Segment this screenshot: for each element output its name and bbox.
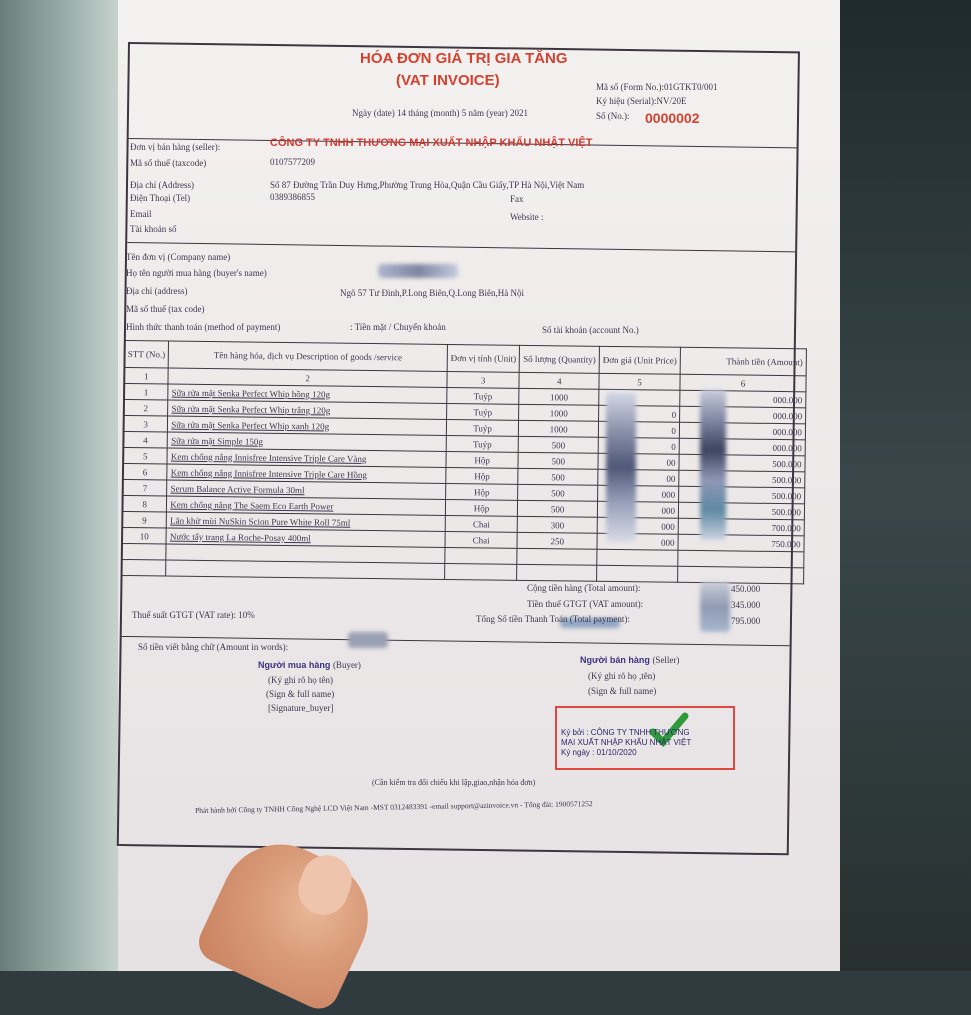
buyer-name-label: Họ tên người mua hàng (buyer's name): [126, 268, 267, 278]
row-quantity: 500: [518, 452, 598, 469]
row-unit-price: 00: [598, 453, 679, 470]
grand-total-label: Tổng Số tiền Thanh Toán (Total payment):: [476, 614, 630, 624]
header-no: STT (No.): [124, 341, 169, 369]
seller-name: CÔNG TY TNHH THƯƠNG MẠI XUẤT NHẬP KHẨU NHẬT VIỆT: [270, 137, 593, 149]
stamp-line: MẠI XUẤT NHẬP KHẨU NHẬT VIỆT: [561, 738, 692, 747]
row-unit-price: 0: [598, 437, 679, 454]
buyer-company-label: Tên đơn vị (Company name): [126, 252, 231, 262]
amount-redacted: [700, 390, 726, 540]
row-description: Sữa rửa mặt Simple 150g: [168, 432, 447, 451]
issuer-note: Phát hành bởi Công ty TNHH Công Nghệ LCD Việt Nam -MST 0312483391 -email support@azinvoice.vn - Tổng đài: 1900571252: [195, 799, 593, 815]
row-quantity: 300: [518, 516, 598, 533]
index-cell: 4: [519, 372, 599, 389]
stamp-text: [561, 728, 691, 758]
row-unit: Tuýp: [446, 403, 519, 420]
row-description: Sữa rửa mặt Senka Perfect Whip trắng 120g: [168, 400, 447, 419]
empty-cell: [517, 564, 597, 581]
background-left: [0, 0, 120, 971]
header-quantity: Số lượng (Quantity): [520, 345, 600, 373]
row-description: Nước tẩy trang La Roche-Posay 400ml: [166, 528, 445, 547]
row-description: Kem chống nắng Innisfree Intensive Triple Care Hồng: [167, 464, 446, 483]
row-no: 6: [123, 463, 168, 480]
total-redacted: [700, 582, 730, 632]
total-amount-value: 450.000: [731, 584, 761, 594]
row-unit: Hộp: [445, 499, 518, 516]
empty-cell: [517, 548, 597, 565]
row-description: Serum Balance Active Formula 30ml: [167, 480, 446, 499]
row-no: 9: [122, 511, 167, 528]
row-amount: 000.000: [680, 390, 806, 408]
empty-cell: [678, 566, 804, 584]
empty-cell: [678, 550, 804, 568]
seller-phone-value: 0389386855: [270, 192, 315, 202]
row-no: 2: [124, 400, 169, 417]
row-unit-price: 000: [597, 517, 678, 534]
buyer-sign-instruction-en: (Sign & full name): [266, 689, 335, 699]
seller-signature-title-vi: Người bán hàng: [580, 655, 650, 665]
row-amount: 500.000: [679, 470, 805, 488]
row-description: Kem chống nắng The Saem Eco Earth Power: [167, 496, 446, 515]
seller-tax-label: Mã số thuế (taxcode): [130, 158, 207, 168]
header-unit: Đơn vị tính (Unit): [447, 344, 520, 372]
invoice-subtitle: (VAT INVOICE): [396, 72, 500, 89]
serial-number: Ký hiệu (Serial):NV/20E: [596, 96, 687, 106]
row-no: 1: [124, 384, 169, 401]
buyer-sign-instruction: (Ký ghi rõ họ tên): [268, 675, 333, 685]
row-no: 10: [122, 527, 167, 544]
row-description: Lăn khử mùi NuSkin Scion Pure White Roll 75ml: [167, 512, 446, 531]
empty-cell: [122, 543, 167, 560]
empty-cell: [597, 549, 678, 566]
seller-tax-value: 0107577209: [270, 157, 315, 167]
row-quantity: 250: [517, 532, 597, 549]
row-no: 8: [122, 495, 167, 512]
invoice-title: HÓA ĐƠN GIÁ TRỊ GIA TĂNG: [360, 50, 568, 67]
row-amount: 000.000: [679, 422, 805, 440]
digital-signature-stamp: [555, 706, 735, 770]
seller-address-value: Số 87 Đường Trần Duy Hưng,Phường Trung Hòa,Quận Cầu Giấy,TP Hà Nội,Việt Nam: [270, 180, 585, 190]
buyer-name-redacted: [378, 264, 458, 278]
row-amount: 500.000: [678, 502, 804, 520]
empty-cell: [122, 559, 167, 576]
row-quantity: 500: [519, 436, 599, 453]
row-amount: 000.000: [679, 438, 805, 456]
row-amount: 700.000: [678, 518, 804, 536]
empty-cell: [166, 560, 445, 579]
invoice-date: Ngày (date) 14 tháng (month) 5 năm (year) 2021: [352, 108, 528, 118]
header-unit-price: Đơn giá (Unit Price): [599, 346, 680, 374]
form-number: Mã số (Form No.):01GTKT0/001: [596, 82, 718, 92]
row-amount: 000.000: [680, 406, 806, 424]
row-no: 5: [123, 447, 168, 464]
price-redacted: [606, 392, 636, 542]
buyer-signature-title: [258, 660, 361, 670]
grand-total-value: 795.000: [731, 616, 761, 626]
row-amount: 500.000: [679, 454, 805, 472]
vat-amount-value: 345.000: [731, 600, 761, 610]
index-cell: 6: [680, 374, 806, 392]
row-quantity: 1000: [519, 388, 599, 405]
index-cell: 3: [447, 371, 520, 388]
row-no: 7: [123, 479, 168, 496]
seller-email-label: Email: [130, 209, 152, 219]
row-unit-price: 0: [599, 405, 680, 422]
row-unit-price: 000: [597, 501, 678, 518]
row-unit: Chai: [445, 515, 518, 532]
invoice-number-label: Số (No.):: [596, 111, 630, 121]
row-unit-price: 0: [598, 421, 679, 438]
row-unit: Hộp: [445, 483, 518, 500]
index-cell: 5: [599, 373, 680, 390]
row-unit: Tuýp: [446, 419, 519, 436]
row-quantity: 1000: [519, 420, 599, 437]
stamp-line: Ký bởi : CÔNG TY TNHH THƯƠNG: [561, 728, 690, 737]
row-quantity: 1000: [519, 404, 599, 421]
seller-signature-title: [580, 655, 679, 665]
empty-cell: [445, 547, 518, 564]
vat-amount-label: Tiền thuế GTGT (VAT amount):: [527, 599, 644, 609]
row-unit-price: 000: [597, 533, 678, 550]
buyer-address-value: Ngõ 57 Tư Đình,P.Long Biên,Q.Long Biên,Hà Nội: [340, 288, 524, 298]
seller-account-label: Tài khoản số: [130, 224, 177, 234]
buyer-tax-label: Mã số thuế (tax code): [126, 304, 205, 314]
amount-in-words-label: Số tiền viết bằng chữ (Amount in words):: [138, 642, 289, 652]
row-amount: 500.000: [679, 486, 805, 504]
buyer-account-label: Số tài khoản (account No.): [542, 325, 639, 335]
total-amount-label: Cộng tiền hàng (Total amount):: [527, 583, 641, 593]
row-no: 3: [123, 416, 168, 433]
seller-website-label: Website :: [510, 212, 544, 222]
row-no: 4: [123, 431, 168, 448]
header-description: Tên hàng hóa, dịch vụ Description of goods /service: [169, 341, 448, 371]
words-redacted: [348, 632, 388, 648]
row-quantity: 500: [518, 500, 598, 517]
check-note: (Cần kiểm tra đối chiếu khi lập,giao,nhận hóa đơn): [372, 778, 536, 787]
row-description: Kem chống nắng Innisfree Intensive Triple Care Vàng: [167, 448, 446, 467]
row-description: Sữa rửa mặt Senka Perfect Whip xanh 120g: [168, 416, 447, 435]
row-unit: Hộp: [446, 451, 519, 468]
payment-method-value: : Tiền mặt / Chuyển khoản: [350, 322, 446, 332]
invoice-number: 0000002: [645, 110, 700, 126]
row-unit: Tuýp: [446, 435, 519, 452]
index-cell: 2: [168, 368, 447, 387]
index-cell: 1: [124, 368, 169, 385]
seller-sign-instruction-en: (Sign & full name): [588, 686, 657, 696]
buyer-signature-placeholder: [Signature_buyer]: [268, 703, 334, 713]
seller-fax-label: Fax: [510, 194, 524, 204]
background-right: [835, 0, 971, 971]
row-unit-price: 000: [598, 485, 679, 502]
buyer-signature-title-vi: Người mua hàng: [258, 660, 331, 670]
header-amount: Thành tiền (Amount): [680, 347, 806, 376]
separator-seller: [127, 242, 795, 252]
row-amount: 750.000: [678, 534, 804, 552]
row-quantity: 500: [518, 468, 598, 485]
buyer-address-label: Địa chỉ (address): [126, 286, 188, 296]
seller-signature-title-en: (Seller): [652, 655, 680, 665]
row-unit: Chai: [445, 531, 518, 548]
row-unit: Hộp: [446, 467, 519, 484]
buyer-signature-title-en: (Buyer): [332, 660, 361, 670]
row-unit: Tuýp: [447, 387, 520, 404]
payment-method-label: Hình thức thanh toán (method of payment): [126, 322, 281, 332]
seller-phone-label: Điện Thoại (Tel): [130, 193, 191, 203]
empty-cell: [597, 565, 678, 582]
stamp-line: Ký ngày : 01/10/2020: [561, 748, 637, 757]
seller-sign-instruction: (Ký ghi rõ họ ,tên): [588, 671, 656, 681]
seller-name-label: Đơn vị bán hàng (seller):: [130, 142, 221, 152]
row-quantity: 500: [518, 484, 598, 501]
vat-rate-label: Thuế suất GTGT (VAT rate): 10%: [132, 610, 255, 620]
seller-address-label: Địa chỉ (Address): [130, 180, 194, 190]
row-unit-price: 00: [598, 469, 679, 486]
row-description: Sữa rửa mặt Senka Perfect Whip hồng 120g: [168, 384, 447, 403]
empty-cell: [444, 563, 517, 580]
